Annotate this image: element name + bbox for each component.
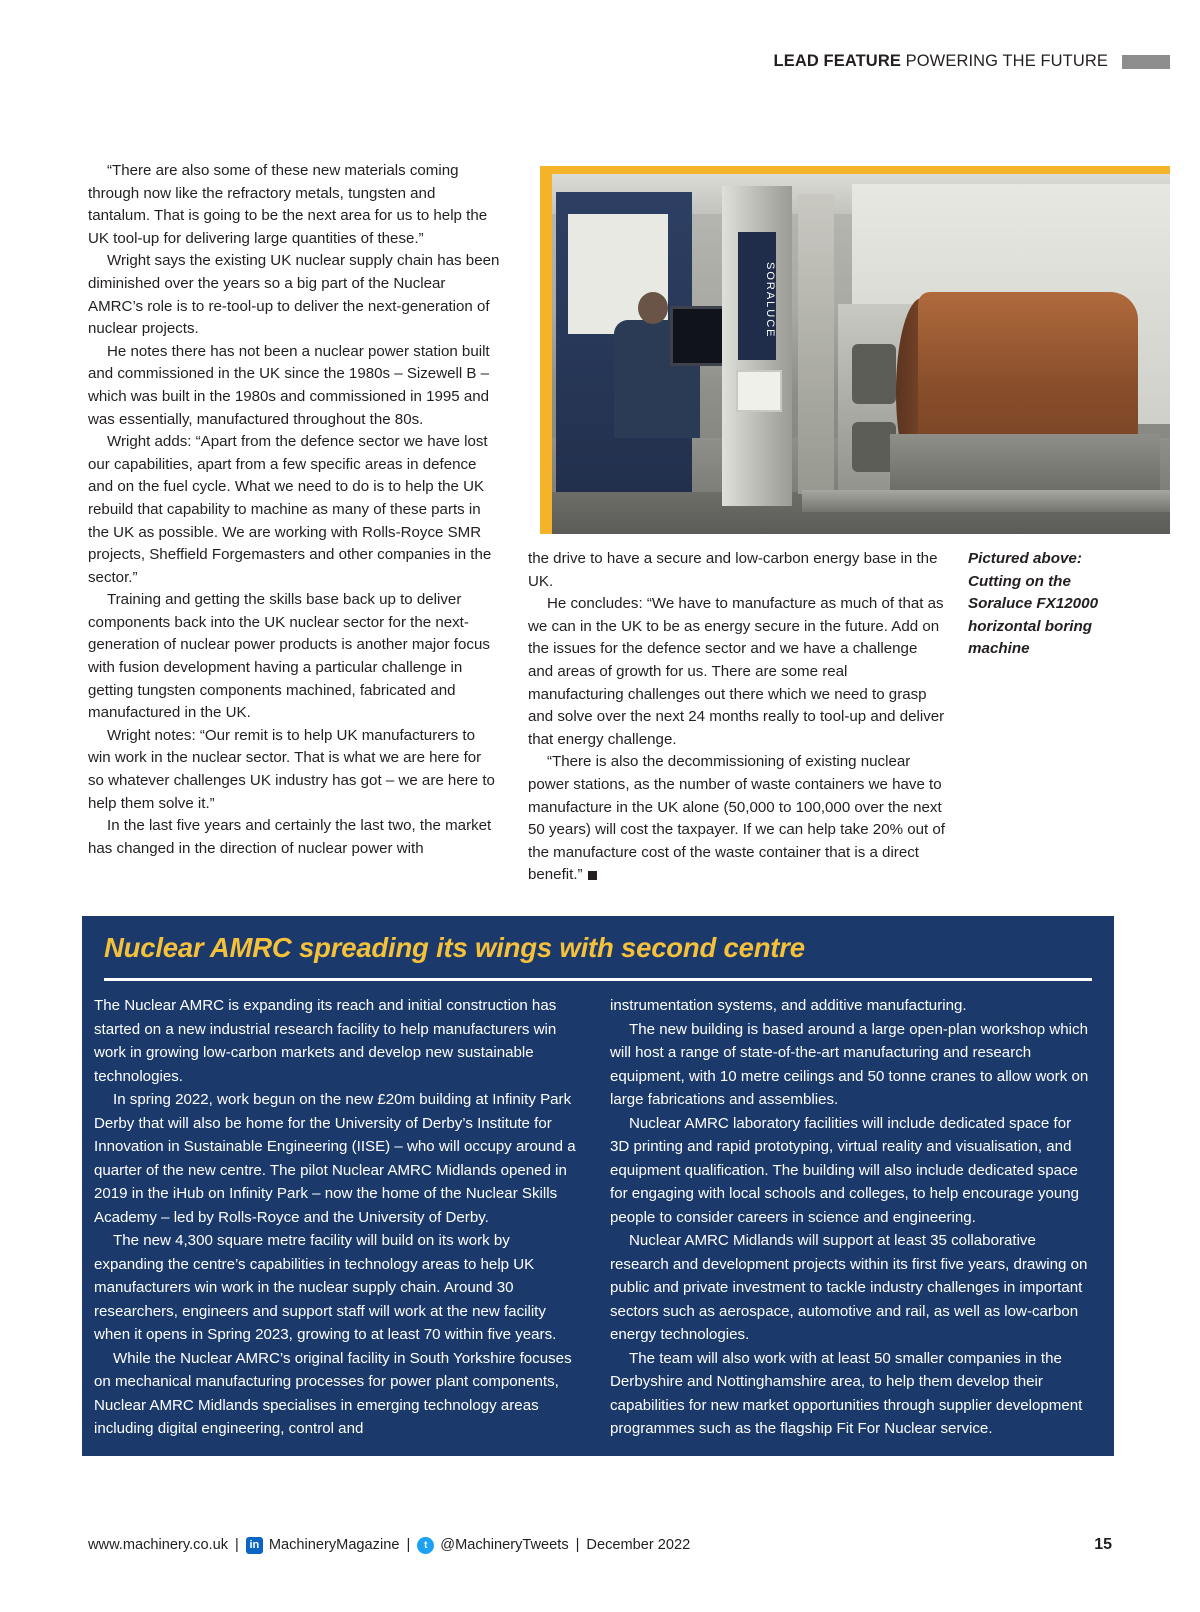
sidebar-right-column: [610, 994, 1094, 1441]
header-accent-bar: [1122, 55, 1170, 69]
page-footer: [88, 1536, 1112, 1554]
page-number: 15: [1094, 1536, 1112, 1553]
paragraph: The Nuclear AMRC is expanding its reach and initial construction has started on a new industrial research facility to help manufacturers win work in growing low-carbon markets and develop new sustainable technologies.: [94, 997, 557, 1085]
paragraph: The team will also work with at least 50 smaller companies in the Derbyshire and Nottinghamshire area, to help them develop their capabilities for new market opportunities through supplier development programmes such as the flagship Fit For Nuclear service.: [610, 1349, 1083, 1437]
linkedin-icon: in: [246, 1537, 263, 1554]
footer-twitter-label: @MachineryTweets: [440, 1537, 569, 1553]
paragraph: The new 4,300 square metre facility will build on its work by expanding the centre’s capabilities in technology areas to help UK manufacturers win work in the nuclear supply chain. Around 30 researchers, engineers and support staff will work at the new facility when it opens in Spring 2023, growing to at least 70 within five years.: [94, 1232, 557, 1343]
header-title: [774, 52, 1108, 71]
paragraph: instrumentation systems, and additive manufacturing.: [610, 997, 967, 1014]
footer-separator: |: [575, 1537, 580, 1553]
paragraph: “There are also some of these new materials coming through now like the refractory metals, tungsten and tantalum. That is going to be the next area for us to help the UK tool-up for delivering large quantities of these.”: [88, 162, 488, 247]
paragraph: The new building is based around a large open-plan workshop which will host a range of state-of-the-art manufacturing and research equipment, with 10 metre ceilings and 50 tonne cranes to allow work on large fabrications and assemblies.: [610, 1020, 1089, 1108]
machine-brand-label: SORALUCE: [738, 232, 776, 360]
paragraph: He notes there has not been a nuclear power station built and commissioned in the UK since the 1980s – Sizewell B – which was built in the 1980s and commissioned in 1995 and was essentially, manufactured throughout the 80s.: [88, 342, 490, 428]
footer-website[interactable]: www.machinery.co.uk: [88, 1537, 229, 1553]
paragraph: Wright says the existing UK nuclear supply chain has been diminished over the years so a big part of the Nuclear AMRC’s role is to re-tool-up to deliver the next-generation of nuclear projects.: [88, 252, 500, 338]
paragraph: In the last five years and certainly the last two, the market has changed in the direction of nuclear power with: [88, 817, 492, 857]
paragraph: Wright notes: “Our remit is to help UK manufacturers to win work in the nuclear sector. That is what we are here for so whatever challenges UK industry has got – we are here to help them solve it.”: [88, 726, 495, 812]
footer-linkedin-label: MachineryMagazine: [268, 1537, 400, 1553]
sidebar-headline: Nuclear AMRC spreading its wings with second centre: [104, 932, 805, 963]
header-section-label: POWERING THE FUTURE: [905, 52, 1108, 70]
paragraph: Nuclear AMRC Midlands will support at least 35 collaborative research and development projects within its first five years, drawing on public and private investment to tackle industry challenges in important sectors such as aerospace, automotive and rail, as well as low-carbon energy technologies.: [610, 1232, 1088, 1343]
footer-separator: |: [406, 1537, 411, 1553]
paragraph: the drive to have a secure and low-carbon energy base in the UK.: [528, 550, 938, 590]
paragraph: Training and getting the skills base back up to deliver components back into the UK nuclear sector for the next-generation of nuclear power products is another major focus with fusion development having a particular challenge in getting tungsten components machined, fabricated and manufactured in the UK.: [88, 591, 490, 722]
sidebar-feature-box: [82, 916, 1114, 1456]
page-header: [774, 52, 1170, 71]
footer-twitter[interactable]: [417, 1537, 568, 1554]
footer-linkedin[interactable]: [246, 1537, 400, 1554]
paragraph: While the Nuclear AMRC’s original facility in South Yorkshire focuses on mechanical manufacturing processes for power plant components, Nuclear AMRC Midlands specialises in emerging technology areas including digital engineering, control and: [94, 1349, 572, 1437]
sidebar-left-column: [94, 994, 578, 1441]
photo-caption-column: [968, 548, 1118, 661]
footer-issue-date: December 2022: [586, 1537, 691, 1553]
paragraph: Wright adds: “Apart from the defence sector we have lost our capabilities, apart from a few specific areas in defence and on the fuel cycle. What we need to do is to help the UK rebuild that capability to machine as many of these parts in the UK as possible. We are working with Rolls-Royce SMR projects, Sheffield Forgemasters and other companies in the sector.”: [88, 433, 492, 586]
article-left-column: [88, 160, 500, 860]
end-of-article-mark: [588, 871, 597, 880]
article-photo-frame: [540, 166, 1170, 534]
paragraph: He concludes: “We have to manufacture as much of that as we can in the UK to be as energy secure in the future. Add on the issues for the defence sector and we have a challenge and areas of growth for us. There are some real manufacturing challenges out there which we need to grasp and solve over the next 24 months really to tool-up and deliver that energy challenge.: [528, 595, 945, 748]
sidebar-divider: [104, 978, 1092, 981]
article-photo: [552, 174, 1170, 534]
paragraph: In spring 2022, work begun on the new £20m building at Infinity Park Derby that will also be home for the University of Derby’s Institute for Innovation in Sustainable Engineering (IISE) – who will occupy around a quarter of the new centre. The pilot Nuclear AMRC Midlands opened in 2019 in the iHub on Infinity Park – now the home of the Nuclear Skills Academy – led by Rolls-Royce and the University of Derby.: [94, 1091, 576, 1226]
paragraph: Nuclear AMRC laboratory facilities will include dedicated space for 3D printing and rapid prototyping, virtual reality and visualisation, and equipment qualification. The building will also include dedicated space for engaging with local schools and colleges, to help encourage young people to consider careers in science and engineering.: [610, 1114, 1080, 1226]
sidebar-columns: [94, 994, 1102, 1441]
paragraph-with-end-mark: [528, 751, 946, 887]
paragraph-text: “There is also the decommissioning of existing nuclear power stations, as the number of waste containers we have to manufacture in the UK alone (50,000 to 100,000 over the next 50 years) will cost the taxpayer. If we can help take 20% out of the manufacture cost of the waste container that is a direct benefit.”: [528, 753, 945, 884]
twitter-icon: t: [417, 1537, 434, 1554]
article-right-column: [528, 548, 946, 887]
photo-caption: Pictured above: Cutting on the Soraluce FX12000 horizontal boring machine: [968, 550, 1099, 657]
header-lead-label: LEAD FEATURE: [773, 52, 901, 70]
footer-separator: |: [235, 1537, 239, 1553]
